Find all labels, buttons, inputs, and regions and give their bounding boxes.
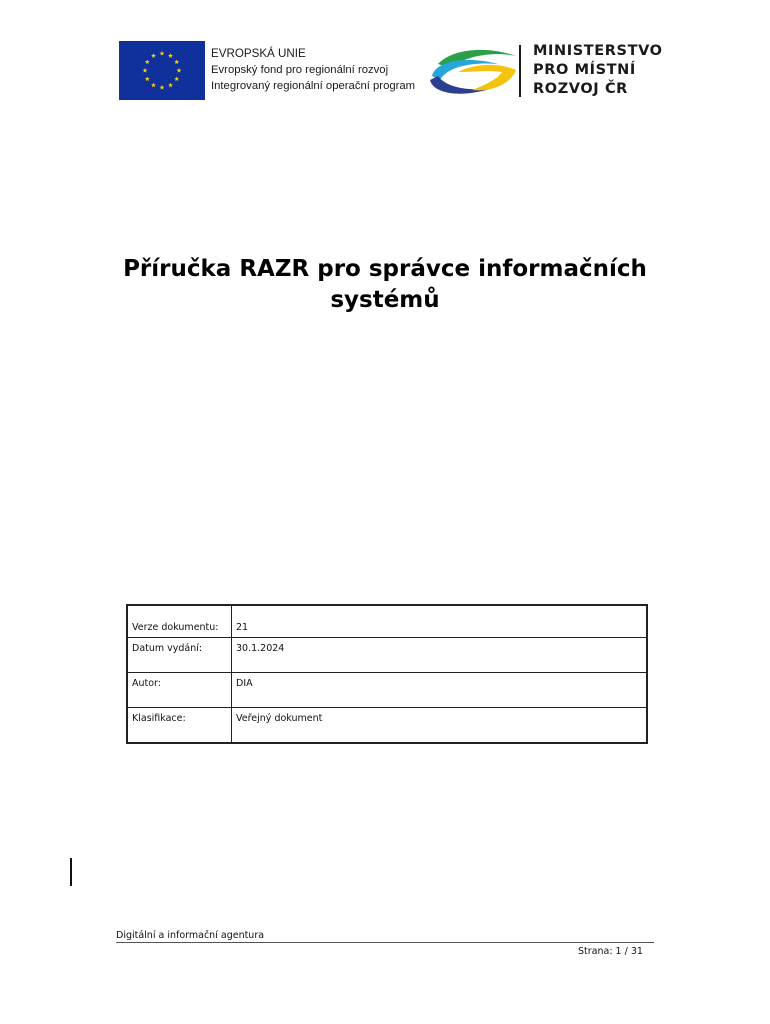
logo-separator [519,45,521,97]
mmr-line-3: ROZVOJ ČR [533,81,628,97]
release-date-value: 30.1.2024 [232,638,648,673]
eu-program-text [211,46,415,94]
footer-page-number: Strana: 1 / 31 [578,946,643,957]
classification-label: Klasifikace: [127,708,232,744]
document-info-table [126,604,648,744]
release-date-label: Datum vydání: [127,638,232,673]
eu-flag-logo [119,41,205,100]
footer-organization: Digitální a informační agentura [116,930,265,941]
eu-program-line: Integrovaný regionální operační program [211,80,416,92]
version-value: 21 [232,605,648,638]
change-bar [70,858,72,886]
classification-value: Veřejný dokument [232,708,648,744]
mmr-line-1: MINISTERSTVO [533,43,663,59]
mmr-name [533,42,663,99]
mmr-line-2: PRO MÍSTNÍ [533,62,636,78]
author-value: DIA [232,673,648,708]
author-label: Autor: [127,673,232,708]
document-title-line-2: systémů [330,287,440,313]
document-title [100,254,670,316]
table-row [127,605,647,638]
table-row [127,638,647,673]
version-label: Verze dokumentu: [127,605,232,638]
document-title-line-1: Příručka RAZR pro správce informačních [123,256,647,282]
footer-divider [116,942,654,943]
eu-fund-line: Evropský fond pro regionální rozvoj [211,64,389,76]
mmr-logo-emblem [428,46,520,96]
table-row [127,673,647,708]
eu-title: EVROPSKÁ UNIE [211,47,306,60]
table-row [127,708,647,744]
